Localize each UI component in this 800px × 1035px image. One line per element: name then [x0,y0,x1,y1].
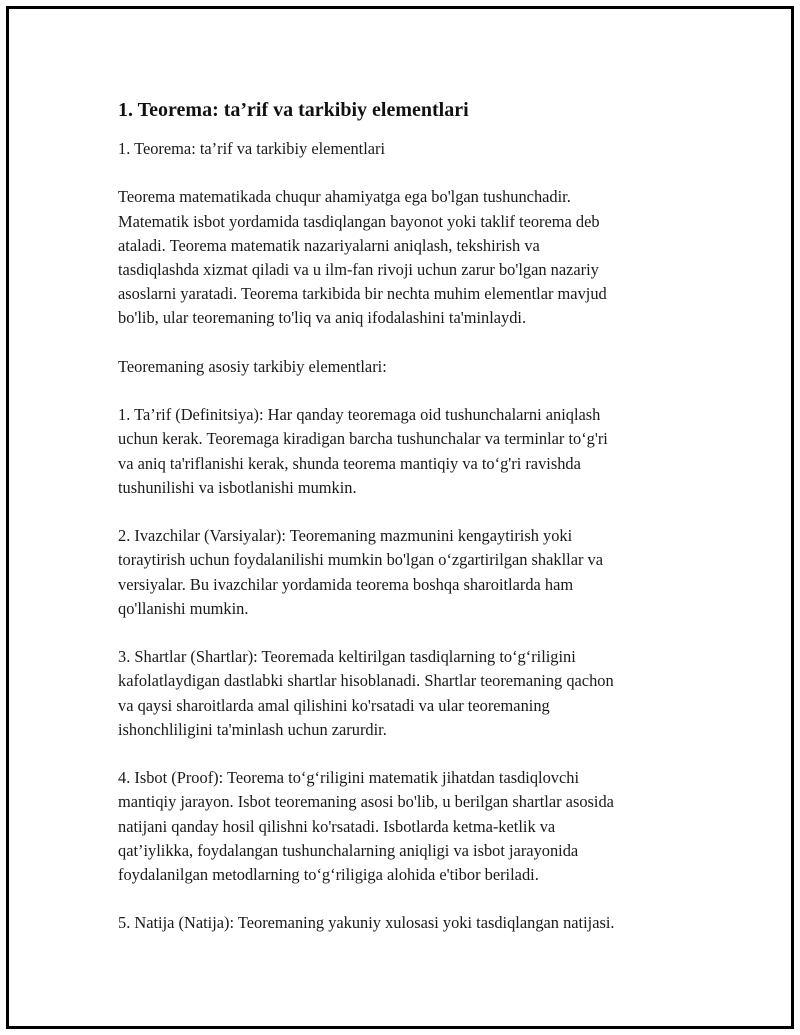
paragraph-item-variants: 2. Ivazchilar (Varsiyalar): Teoremaning mazmunini kengaytirish yoki toraytirish uchun foydalanilishi mumkin bo'lgan o‘zgartirilgan shakllar va versiyalar. Bu ivazchilar yordamida teorema boshqa sharoitlarda ham qo'llanishi mumkin. [118,526,603,618]
document-heading: 1. Teorema: ta’rif va tarkibiy elementlari [118,99,469,121]
paragraph-item-definition: 1. Ta’rif (Definitsiya): Har qanday teoremaga oid tushunchalarni aniqlash uchun kerak. Teoremaga kiradigan barcha tushunchalar va terminlar to‘g'ri va aniq ta'riflanishi kerak, shunda teorema mantiqiy va to‘g'ri ravishda tushunilishi va isbotlanishi mumkin. [118,405,608,497]
paragraph-subtitle: 1. Teorema: ta’rif va tarkibiy elementlari [118,139,386,158]
paragraph-intro: Teorema matematikada chuqur ahamiyatga ega bo'lgan tushunchadir. Matematik isbot yordamida tasdiqlangan bayonot yoki taklif teorema deb ataladi. Teorema matematik nazariyalarni aniqlash, tekshirish va tasdiqlashda xizmat qiladi va u ilm-fan rivoji uchun zarur bo'lgan nazariy asoslarni yaratadi. Teorema tarkibida bir nechta muhim elementlar mavjud bo'lib, ular teoremaning to'liq va aniq ifodalashini ta'minlaydi. [118,187,607,328]
document-body [118,97,708,960]
paragraph-item-proof: 4. Isbot (Proof): Teorema to‘g‘riligini matematik jihatdan tasdiqlovchi mantiqiy jarayon. Isbot teoremaning asosi bo'lib, u berilgan shartlar asosida natijani qanday hosil qilishni ko'rsatadi. Isbotlarda ketma-ketlik va qat’iylikka, foydalangan tushunchalarning aniqligi va isbot jarayonida foydalanilgan metodlarning to‘g‘riligiga alohida e'tibor beriladi. [118,768,614,884]
page-frame [6,6,794,1029]
paragraph-elements-heading: Teoremaning asosiy tarkibiy elementlari: [118,356,387,376]
paragraph-item-conditions: 3. Shartlar (Shartlar): Teoremada keltirilgan tasdiqlarning to‘g‘riligini kafolatlaydigan dastlabki shartlar hisoblanadi. Shartlar teoremaning qachon va qaysi sharoitlarda amal qilishini ko'rsatadi va ular teoremaning ishonchliligini ta'minlash uchun zarurdir. [118,647,614,739]
paragraph-item-result: 5. Natija (Natija): Teoremaning yakuniy xulosasi yoki tasdiqlangan natijasi. [118,913,615,933]
